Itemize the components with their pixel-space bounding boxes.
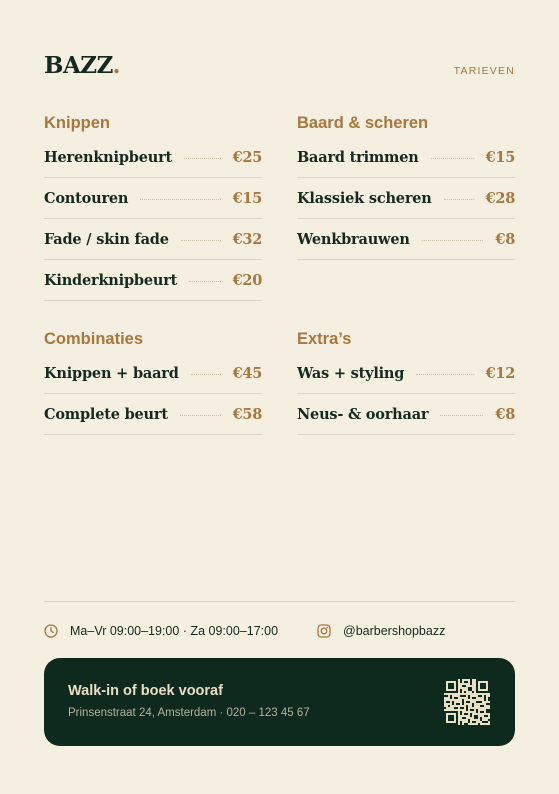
service-name: Herenknipbeurt (44, 148, 173, 166)
service-price: €12 (485, 364, 515, 382)
dotted-leader (416, 374, 473, 375)
dotted-leader (444, 199, 474, 200)
dotted-leader (422, 240, 484, 241)
dotted-leader (431, 158, 474, 159)
dotted-leader (191, 374, 221, 375)
footer-divider (44, 601, 515, 602)
price-row (297, 353, 515, 394)
service-price: €45 (232, 364, 262, 382)
service-name: Was + styling (297, 364, 405, 382)
price-row (44, 137, 262, 178)
qr-code-icon[interactable] (444, 679, 490, 725)
service-price: €58 (232, 405, 262, 423)
price-row (297, 178, 515, 219)
price-row (44, 353, 262, 394)
instagram-handle[interactable] (317, 624, 445, 638)
dotted-leader (440, 415, 483, 416)
page-tag: TARIEVEN (453, 65, 515, 77)
cta-title: Walk-in of boek vooraf (68, 683, 223, 699)
booking-card (44, 658, 515, 746)
dotted-leader (180, 415, 221, 416)
section-combinaties (44, 327, 262, 435)
instagram-icon (317, 624, 331, 638)
service-price: €15 (485, 148, 515, 166)
price-row (297, 394, 515, 435)
header (44, 52, 515, 82)
opening-hours (44, 624, 278, 638)
dotted-leader (189, 281, 220, 282)
price-row (44, 219, 262, 260)
service-name: Neus- & oorhaar (297, 405, 429, 423)
service-price: €28 (485, 189, 515, 207)
service-name: Klassiek scheren (297, 189, 432, 207)
section-title: Extra’s (297, 330, 352, 348)
service-price: €8 (495, 405, 515, 423)
price-row (297, 219, 515, 260)
service-name: Kinderknipbeurt (44, 271, 178, 289)
service-price: €25 (232, 148, 262, 166)
service-price: €15 (232, 189, 262, 207)
dotted-leader (184, 158, 221, 159)
dotted-leader (181, 240, 221, 241)
clock-icon (44, 624, 58, 638)
instagram-text[interactable]: @barbershopbazz (343, 624, 446, 638)
section-title: Combinaties (44, 330, 144, 348)
section-baard (297, 111, 515, 260)
cta-address: Prinsenstraat 24, Amsterdam · 020 – 123 45 67 (68, 707, 310, 719)
service-name: Contouren (44, 189, 129, 207)
service-name: Complete beurt (44, 405, 168, 423)
service-price: €20 (232, 271, 262, 289)
service-name: Wenkbrauwen (297, 230, 410, 248)
logo[interactable]: BAZZ. (44, 52, 120, 79)
section-knippen (44, 111, 262, 301)
price-row (297, 137, 515, 178)
price-row (44, 394, 262, 435)
service-name: Fade / skin fade (44, 230, 169, 248)
hours-text: Ma–Vr 09:00–19:00 · Za 09:00–17:00 (70, 624, 279, 638)
section-extras (297, 327, 515, 435)
price-row (44, 260, 262, 301)
service-name: Knippen + baard (44, 364, 179, 382)
service-price: €32 (232, 230, 262, 248)
price-row (44, 178, 262, 219)
section-title: Baard & scheren (297, 114, 429, 132)
dotted-leader (140, 199, 220, 200)
service-name: Baard trimmen (297, 148, 419, 166)
service-price: €8 (495, 230, 515, 248)
section-title: Knippen (44, 114, 110, 132)
